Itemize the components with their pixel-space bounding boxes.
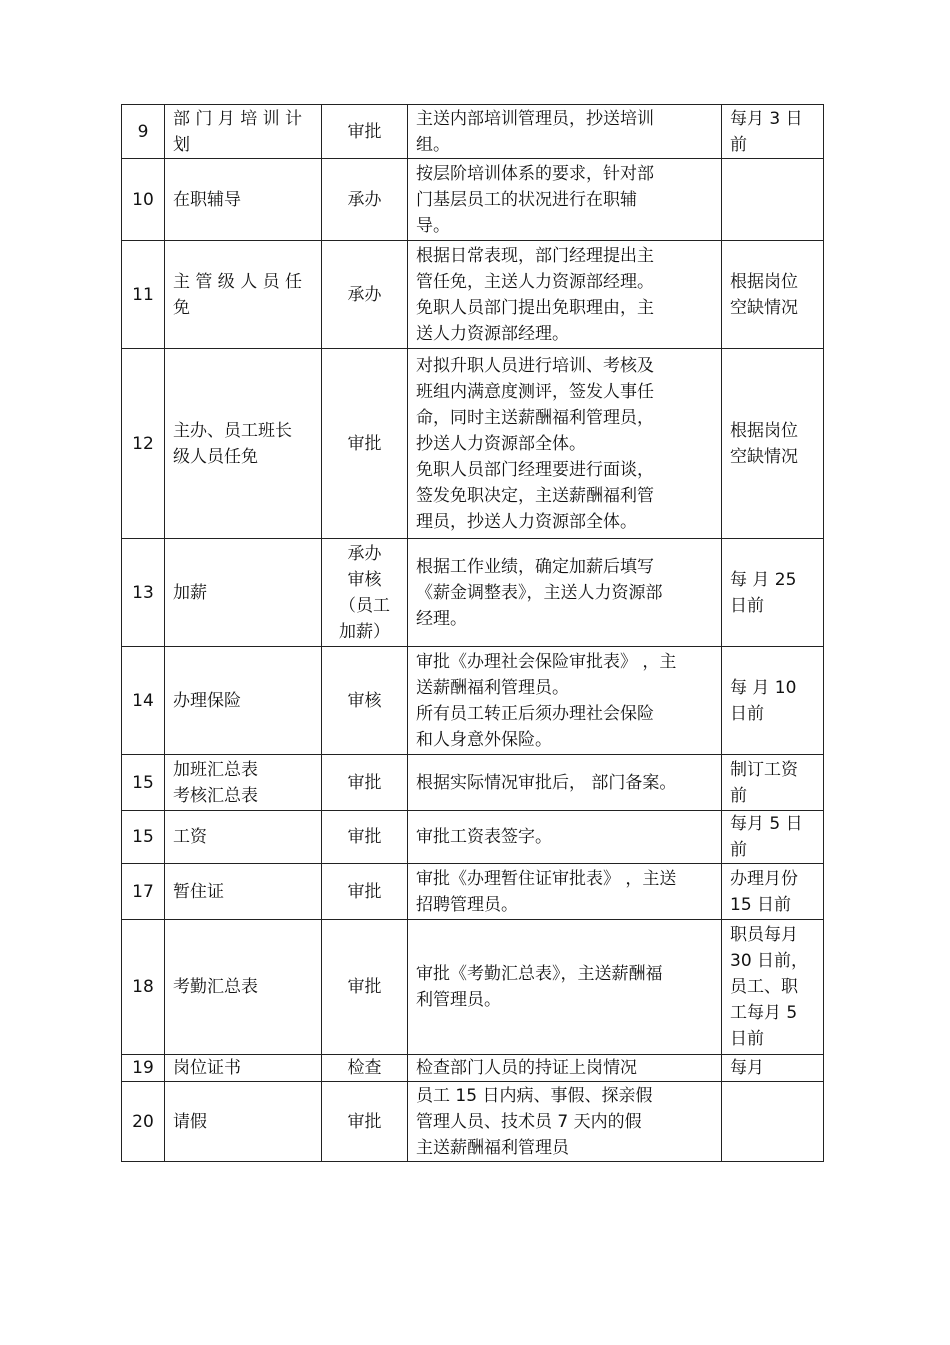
description-cell: [408, 864, 722, 920]
row-number: 11: [122, 241, 165, 349]
authority-cell: [322, 241, 408, 349]
deadline-cell: [722, 811, 824, 864]
table-row: [122, 159, 824, 241]
description-cell: [408, 920, 722, 1055]
deadline-cell-line: 30 日前，: [730, 951, 809, 971]
item-cell-line: 加班汇总表: [173, 759, 258, 780]
row-number: 15: [122, 811, 165, 864]
description-cell-line: 理员，抄送人力资源部全体。: [416, 511, 637, 532]
deadline-cell: [722, 1082, 824, 1162]
deadline-cell-line: 空缺情况: [730, 297, 798, 318]
deadline-cell-line: 前: [730, 840, 747, 860]
deadline-cell-line: 员工、职: [730, 977, 798, 997]
table-row: [122, 755, 824, 811]
table-body: [122, 105, 824, 1162]
description-cell-line: 利管理员。: [416, 990, 501, 1010]
item-cell: [165, 241, 322, 349]
deadline-cell: [722, 920, 824, 1055]
deadline-cell: [722, 755, 824, 811]
row-number: 9: [122, 105, 165, 159]
description-cell: [408, 539, 722, 647]
authority-cell: [322, 159, 408, 241]
authority-cell-line: 审批: [347, 977, 382, 997]
deadline-cell-line: 日前: [730, 1029, 764, 1049]
description-cell-line: 免职人员部门经理要进行面谈，: [416, 459, 654, 480]
item-cell-line: 加薪: [173, 582, 207, 603]
item-cell-line: 免: [173, 297, 190, 318]
authority-cell-line: 加薪）: [339, 621, 390, 642]
item-cell: [165, 159, 322, 241]
row-number: 10: [122, 159, 165, 241]
item-cell: [165, 349, 322, 539]
description-cell: [408, 349, 722, 539]
item-cell: [165, 105, 322, 159]
item-cell-line: 主 管 级 人 员 任: [173, 271, 303, 292]
item-cell: [165, 755, 322, 811]
authority-cell: [322, 647, 408, 755]
item-cell: [165, 539, 322, 647]
table-row: [122, 349, 824, 539]
authority-cell-line: 审核: [347, 569, 382, 590]
description-cell-line: 员工 15 日内病、事假、探亲假: [416, 1085, 653, 1106]
item-cell-line: 考勤汇总表: [173, 977, 258, 997]
authority-cell: [322, 864, 408, 920]
description-cell: [408, 755, 722, 811]
deadline-cell-line: 每月 5 日: [730, 814, 803, 834]
deadline-cell: [722, 241, 824, 349]
item-cell-line: 部 门 月 培 训 计: [173, 108, 303, 129]
table-row: [122, 811, 824, 864]
row-number: 12: [122, 349, 165, 539]
description-cell-line: 招聘管理员。: [416, 894, 518, 915]
table-row: [122, 105, 824, 159]
item-cell-line: 办理保险: [173, 690, 241, 711]
description-cell-line: 管任免，主送人力资源部经理。: [416, 271, 654, 292]
authority-cell-line: 审批: [347, 827, 382, 847]
description-cell-line: 审批《办理暂住证审批表》 ，主送: [416, 868, 677, 889]
table-row: [122, 539, 824, 647]
description-cell-line: 审批《办理社会保险审批表》 ，主: [416, 651, 677, 672]
item-cell-line: 请假: [173, 1111, 207, 1132]
item-cell: [165, 920, 322, 1055]
item-cell: [165, 1055, 322, 1082]
description-cell-line: 送人力资源部经理。: [416, 323, 569, 344]
description-cell-line: 根据实际情况审批后， 部门备案。: [416, 772, 677, 793]
deadline-cell-line: 职员每月: [730, 925, 798, 945]
deadline-cell-line: 前: [730, 134, 747, 155]
description-cell-line: 组。: [416, 134, 450, 155]
deadline-cell-line: 每月 3 日: [730, 108, 803, 129]
deadline-cell-line: 根据岗位: [730, 271, 798, 292]
table-row: [122, 1055, 824, 1082]
description-cell-line: 《薪金调整表》，主送人力资源部: [416, 582, 663, 603]
description-cell-line: 免职人员部门提出免职理由，主: [416, 297, 654, 318]
deadline-cell-line: 制订工资: [730, 759, 798, 780]
authority-cell-line: 审核: [347, 690, 382, 711]
authority-cell-line: 审批: [347, 881, 382, 902]
deadline-cell: [722, 539, 824, 647]
row-number: 14: [122, 647, 165, 755]
item-cell-line: 考核汇总表: [173, 785, 258, 806]
deadline-cell-line: 办理月份: [730, 868, 798, 889]
authority-cell-line: 承办: [347, 543, 382, 564]
item-cell-line: 划: [173, 134, 190, 155]
deadline-cell-line: 每 月 10: [730, 677, 797, 698]
description-cell-line: 管理人员、技术员 7 天内的假: [416, 1111, 642, 1132]
authority-cell-line: 审批: [347, 1111, 382, 1132]
deadline-cell: [722, 349, 824, 539]
description-cell-line: 命，同时主送薪酬福利管理员，: [416, 407, 654, 428]
item-cell-line: 级人员任免: [173, 446, 258, 467]
description-cell-line: 所有员工转正后须办理社会保险: [416, 703, 654, 724]
deadline-cell-line: 15 日前: [730, 894, 792, 915]
deadline-cell-line: 日前: [730, 595, 764, 616]
row-number: 19: [122, 1055, 165, 1082]
deadline-cell-line: 根据岗位: [730, 420, 798, 441]
description-cell-line: 和人身意外保险。: [416, 729, 552, 750]
authority-cell-line: （员工: [339, 595, 390, 616]
table-row: [122, 864, 824, 920]
row-number: 20: [122, 1082, 165, 1162]
description-cell-line: 主送薪酬福利管理员: [416, 1137, 569, 1158]
description-cell: [408, 647, 722, 755]
description-cell-line: 审批工资表签字。: [416, 827, 552, 847]
table-row: [122, 647, 824, 755]
description-cell-line: 对拟升职人员进行培训、考核及: [416, 355, 654, 376]
deadline-cell-line: 空缺情况: [730, 446, 798, 467]
table-row: [122, 920, 824, 1055]
row-number: 15: [122, 755, 165, 811]
description-cell: [408, 811, 722, 864]
description-cell-line: 导。: [416, 215, 450, 236]
item-cell: [165, 1082, 322, 1162]
deadline-cell-line: 每月: [730, 1058, 764, 1078]
item-cell-line: 在职辅导: [173, 189, 241, 210]
description-cell-line: 根据日常表现，部门经理提出主: [416, 245, 654, 266]
description-cell-line: 根据工作业绩，确定加薪后填写: [416, 556, 654, 577]
deadline-cell: [722, 105, 824, 159]
deadline-cell-line: 工每月 5: [730, 1003, 798, 1023]
authority-cell: [322, 105, 408, 159]
authority-cell-line: 审批: [347, 433, 382, 454]
description-cell-line: 按层阶培训体系的要求，针对部: [416, 163, 654, 184]
row-number: 13: [122, 539, 165, 647]
authority-cell: [322, 920, 408, 1055]
authority-cell: [322, 349, 408, 539]
description-cell: [408, 1055, 722, 1082]
deadline-cell: [722, 647, 824, 755]
table-row: [122, 241, 824, 349]
item-cell-line: 工资: [173, 827, 207, 847]
description-cell-line: 检查部门人员的持证上岗情况: [416, 1058, 637, 1078]
authority-cell-line: 审批: [347, 772, 382, 793]
deadline-cell: [722, 1055, 824, 1082]
description-cell-line: 班组内满意度测评，签发人事任: [416, 381, 654, 402]
description-cell-line: 抄送人力资源部全体。: [416, 433, 586, 454]
item-cell: [165, 811, 322, 864]
authority-cell: [322, 811, 408, 864]
deadline-cell-line: 每 月 25: [730, 569, 797, 590]
description-cell-line: 经理。: [416, 608, 467, 629]
item-cell-line: 主办、员工班长: [173, 420, 292, 441]
deadline-cell: [722, 864, 824, 920]
item-cell-line: 暂住证: [173, 881, 224, 902]
authority-cell: [322, 539, 408, 647]
authority-cell-line: 检查: [347, 1058, 382, 1078]
deadline-cell-line: 前: [730, 785, 747, 806]
description-cell-line: 送薪酬福利管理员。: [416, 677, 569, 698]
description-cell: [408, 1082, 722, 1162]
description-cell: [408, 241, 722, 349]
table-row: [122, 1082, 824, 1162]
row-number: 18: [122, 920, 165, 1055]
authority-cell: [322, 1055, 408, 1082]
authority-cell: [322, 1082, 408, 1162]
description-cell: [408, 159, 722, 241]
deadline-cell-line: 日前: [730, 703, 764, 724]
authority-cell-line: 审批: [347, 121, 382, 142]
authority-cell: [322, 755, 408, 811]
description-cell: [408, 105, 722, 159]
approval-authority-table: [121, 104, 824, 1162]
row-number: 17: [122, 864, 165, 920]
description-cell-line: 审批《考勤汇总表》，主送薪酬福: [416, 964, 663, 984]
description-cell-line: 签发免职决定，主送薪酬福利管: [416, 485, 654, 506]
description-cell-line: 门基层员工的状况进行在职辅: [416, 189, 637, 210]
authority-cell-line: 承办: [347, 284, 382, 305]
item-cell: [165, 864, 322, 920]
authority-cell-line: 承办: [347, 189, 382, 210]
description-cell-line: 主送内部培训管理员，抄送培训: [416, 108, 654, 129]
deadline-cell: [722, 159, 824, 241]
item-cell: [165, 647, 322, 755]
item-cell-line: 岗位证书: [173, 1058, 241, 1078]
